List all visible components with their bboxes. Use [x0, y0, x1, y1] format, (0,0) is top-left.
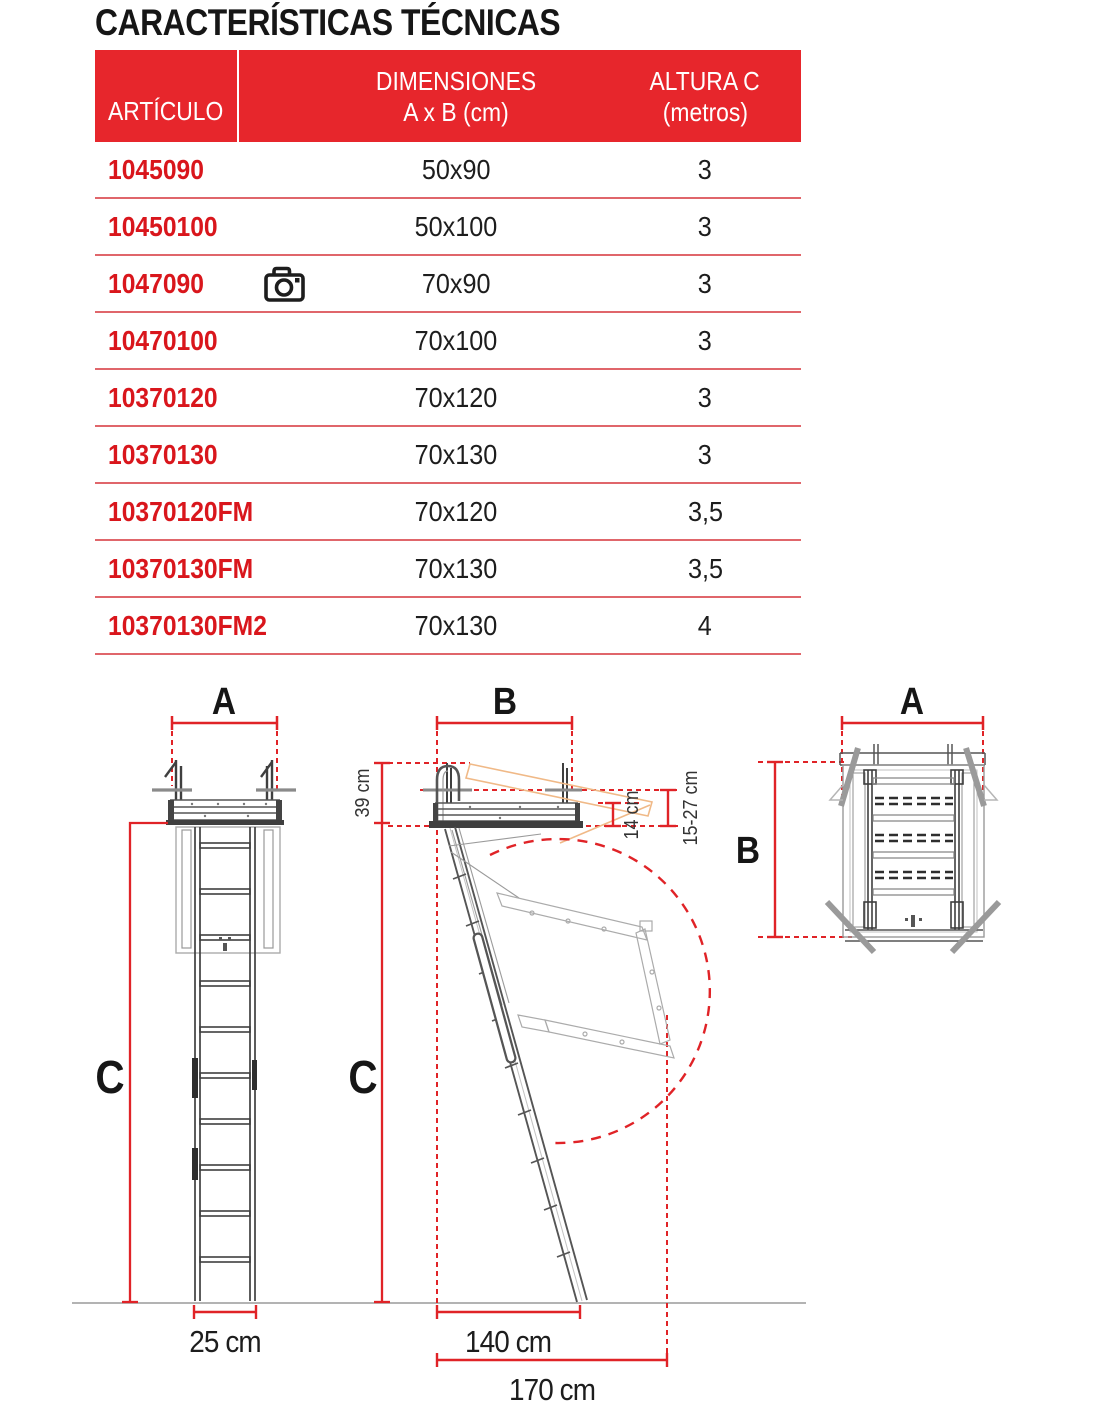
dimensions-value: 50x90	[421, 154, 491, 185]
side-ceiling-depth-label: 15-27 cm	[680, 770, 703, 846]
side-height-label: C	[348, 1052, 378, 1104]
front-foot-width-label: 25 cm	[189, 1324, 261, 1360]
dimensions-value: 70x130	[414, 439, 498, 470]
dimensions-value: 70x130	[414, 610, 498, 641]
front-height-label: C	[95, 1052, 125, 1104]
dimensions-value: 70x90	[421, 268, 491, 299]
top-width-label: A	[899, 680, 925, 723]
table-row	[95, 199, 801, 256]
table-row	[95, 427, 801, 484]
article-code: 10370130FM	[108, 553, 254, 584]
dimensions-value: 50x100	[414, 211, 498, 242]
side-trapdoor-thickness-label: 14 cm	[621, 790, 644, 840]
camera-icon[interactable]	[263, 264, 307, 304]
column-label-article: ARTÍCULO	[108, 96, 224, 126]
height-value: 3	[697, 211, 713, 242]
table-row	[95, 370, 801, 427]
height-value: 3	[697, 439, 713, 470]
header-cell-values	[239, 50, 801, 142]
height-value: 4	[697, 610, 713, 641]
page-title: CARACTERÍSTICAS TÉCNICAS	[95, 2, 561, 43]
side-swing-clearance-label: 170 cm	[508, 1372, 596, 1408]
height-value: 3	[697, 154, 713, 185]
dimensions-value: 70x120	[414, 496, 498, 527]
article-code: 10370120FM	[108, 496, 254, 527]
table-row	[95, 142, 801, 199]
height-value: 3,5	[687, 553, 723, 584]
height-value: 3	[697, 268, 713, 299]
table-row	[95, 484, 801, 541]
dimensions-value: 70x130	[414, 553, 498, 584]
column-label-height: ALTURA C (metros)	[649, 66, 761, 127]
header-cell-article	[95, 50, 237, 142]
side-floor-projection-label: 140 cm	[464, 1324, 552, 1360]
dimensions-value: 70x100	[414, 325, 498, 356]
front-view-drawing	[95, 680, 296, 1359]
table-row	[95, 541, 801, 598]
dimensions-value: 70x120	[414, 382, 498, 413]
table-row	[95, 313, 801, 370]
side-depth-label: B	[492, 680, 518, 723]
table-header	[95, 50, 801, 142]
column-label-dimensions: DIMENSIONES A x B (cm)	[375, 66, 537, 127]
article-code: 1045090	[108, 154, 204, 185]
article-code: 10370130FM2	[108, 610, 267, 641]
article-code: 10370120	[108, 382, 218, 413]
article-code: 10370130	[108, 439, 218, 470]
height-value: 3	[697, 325, 713, 356]
table-body	[95, 142, 801, 655]
table-row	[95, 256, 801, 313]
article-code: 10450100	[108, 211, 218, 242]
table-row	[95, 598, 801, 655]
height-value: 3,5	[687, 496, 723, 527]
height-value: 3	[697, 382, 713, 413]
top-view-drawing	[736, 680, 999, 952]
side-view-drawing	[348, 680, 709, 1407]
article-code: 10470100	[108, 325, 218, 356]
article-code: 1047090	[108, 268, 204, 299]
top-depth-label: B	[735, 829, 761, 872]
front-width-label: A	[211, 680, 237, 723]
side-header-height-label: 39 cm	[352, 768, 375, 818]
spec-table	[95, 50, 801, 655]
